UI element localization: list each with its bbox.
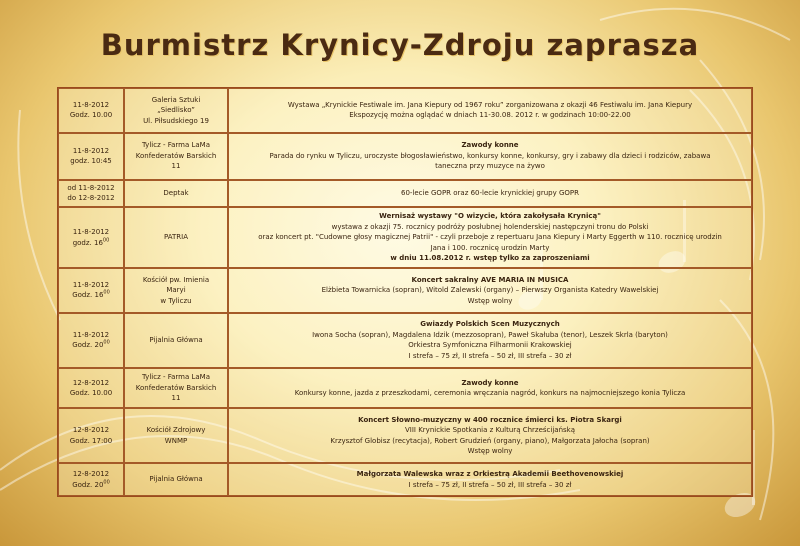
event-place-cell	[124, 207, 228, 268]
event-time-text: Godz. 16	[72, 291, 104, 300]
event-place-line: Konfederatów Barskich	[135, 383, 217, 392]
event-description-cell	[228, 463, 752, 496]
event-headline: Koncert Słowno-muzyczny w 400 rocznice śmierci ks. Piotra Skargi	[358, 415, 622, 424]
event-time-minutes: 00	[103, 290, 110, 297]
event-time-text: do 12-8-2012	[67, 194, 115, 203]
event-row	[58, 88, 752, 133]
event-datetime-cell	[58, 408, 124, 463]
event-time-minutes: 00	[103, 479, 110, 486]
event-place-line: Ul. Piłsudskiego 19	[143, 116, 209, 125]
event-place-line: Kościół pw. Imienia	[142, 275, 210, 284]
event-place-line: 11	[171, 162, 181, 171]
event-place-cell	[124, 133, 228, 180]
event-datetime-cell	[58, 313, 124, 368]
event-headline: Zawody konne	[461, 378, 519, 387]
event-description-line: Jana i 100. rocznicę urodzin Marty	[430, 243, 550, 252]
event-description-cell	[228, 408, 752, 463]
event-datetime-cell	[58, 180, 124, 207]
event-headline: Zawody konne	[461, 141, 519, 150]
event-description-cell	[228, 368, 752, 409]
event-date: 12-8-2012	[72, 426, 110, 435]
event-place-line: Deptak	[163, 189, 189, 198]
event-time-minutes: 00	[102, 237, 110, 244]
event-description-line: Elżbieta Towarnicka (sopran), Witold Zalewski (organy) – Pierwszy Organista Katedry Wawelskiej	[321, 286, 659, 295]
event-date: 12-8-2012	[72, 470, 110, 479]
event-time	[62, 340, 120, 351]
event-time-text: godz. 10:45	[70, 157, 112, 166]
event-description-line: Orkiestra Symfoniczna Filharmonii Krakowskiej	[408, 341, 572, 350]
event-datetime-cell	[58, 88, 124, 133]
event-description-line: Wstęp wolny	[467, 447, 513, 456]
event-row	[58, 268, 752, 313]
event-time	[62, 480, 120, 491]
event-time	[62, 238, 120, 249]
event-description-line: I strefa – 75 zł, II strefa – 50 zł, III strefa – 30 zł	[408, 351, 572, 360]
event-datetime-cell	[58, 133, 124, 180]
event-date: 11-8-2012	[72, 228, 110, 237]
event-headline: Wernisaż wystawy "O wizycie, która zakołysała Krynicą"	[379, 212, 601, 221]
event-description-cell	[228, 313, 752, 368]
event-datetime-cell	[58, 268, 124, 313]
event-description-cell	[228, 207, 752, 268]
event-place-line: Galeria Sztuki	[151, 95, 201, 104]
event-place-line: Pijalnia Główna	[149, 336, 203, 345]
event-date: 11-8-2012	[72, 146, 110, 155]
event-place-line: PATRIA	[163, 233, 188, 242]
event-time-text: Godz. 10.00	[69, 389, 113, 398]
event-row	[58, 180, 752, 207]
event-date: od 11-8-2012	[67, 183, 115, 192]
event-row	[58, 313, 752, 368]
event-description-cell	[228, 180, 752, 207]
event-date: 12-8-2012	[72, 378, 110, 387]
event-place-line: „Siedlisko”	[157, 106, 195, 115]
event-place-line: WNMP	[164, 436, 188, 445]
event-time	[62, 110, 120, 121]
event-date: 11-8-2012	[72, 100, 110, 109]
event-date: 11-8-2012	[72, 330, 110, 339]
event-date: 11-8-2012	[72, 280, 110, 289]
event-place-cell	[124, 463, 228, 496]
event-description-cell	[228, 268, 752, 313]
event-place-line: Pijalnia Główna	[149, 475, 203, 484]
events-table-body	[58, 88, 752, 496]
event-time-minutes: 00	[103, 339, 110, 346]
event-datetime-cell	[58, 207, 124, 268]
event-row	[58, 207, 752, 268]
event-description-line: Wstęp wolny	[467, 296, 513, 305]
events-table	[57, 87, 753, 497]
event-place-cell	[124, 313, 228, 368]
event-time	[62, 388, 120, 399]
event-description-line: VIII Krynickie Spotkania z Kulturą Chrześcijańską	[405, 426, 575, 435]
event-row	[58, 368, 752, 409]
event-time-text: Godz. 20	[72, 341, 104, 350]
event-time-text: Godz. 17:00	[69, 436, 113, 445]
event-description-line: wystawa z okazji 75. rocznicy podróży posłubnej holenderskiej następczyni tronu do Polski	[331, 222, 649, 231]
event-description-line: oraz koncert pt. "Cudowne głosy magicznej Patrii" - czyli przeboje z repertuaru Jana Kiepury i Marty Eggerth w 110. rocznicę urodzin	[258, 233, 722, 242]
event-description-line: Parada do rynku w Tyliczu, uroczyste błogosławieństwo, konkursy konne, konkursy, gry i zabawy dla dzieci i rodziców, zabawa	[269, 151, 711, 160]
event-datetime-cell	[58, 463, 124, 496]
event-description-line: Iwona Socha (sopran), Magdalena Idzik (mezzosopran), Paweł Skałuba (tenor), Leszek Skrla (baryton)	[312, 330, 668, 339]
event-place-cell	[124, 180, 228, 207]
event-time	[62, 436, 120, 447]
event-row	[58, 463, 752, 496]
event-description-line: Ekspozycję można oglądać w dniach 11-30.08. 2012 r. w godzinach 10:00-22.00	[349, 111, 631, 120]
event-headline: Małgorzata Walewska wraz z Orkiestrą Akademii Beethovenowskiej	[356, 470, 624, 479]
event-headline: Gwiazdy Polskich Scen Muzycznych	[420, 320, 560, 329]
page-title: Burmistrz Krynicy-Zdroju zaprasza	[100, 28, 700, 62]
event-time-text: godz. 16	[72, 238, 103, 247]
event-place-cell	[124, 88, 228, 133]
event-description-cell	[228, 133, 752, 180]
event-place-line: 11	[171, 394, 181, 403]
event-headline: Koncert sakralny AVE MARIA IN MUSICA	[411, 275, 569, 284]
event-description-line: Krzysztof Globisz (recytacja), Robert Grudzień (organy, piano), Małgorzata Jałocha (sopran)	[330, 436, 650, 445]
event-time-text: Godz. 20	[72, 480, 104, 489]
event-datetime-cell	[58, 368, 124, 409]
event-place-cell	[124, 268, 228, 313]
event-time	[62, 290, 120, 301]
event-description-line: Konkursy konne, jazda z przeszkodami, ceremonia wręczania nagród, konkurs na najmocniejszego konia Tylicza	[294, 389, 686, 398]
event-row	[58, 408, 752, 463]
event-place-cell	[124, 408, 228, 463]
event-time	[62, 156, 120, 167]
event-place-line: Tylicz - Farma LaMa	[142, 373, 210, 382]
event-place-line: w Tyliczu	[160, 296, 192, 305]
event-description-cell	[228, 88, 752, 133]
event-place-line: Maryi	[166, 286, 186, 295]
event-description-line: taneczna przy muzyce na żywo	[435, 162, 545, 171]
event-row	[58, 133, 752, 180]
event-time-text: Godz. 10.00	[69, 111, 113, 120]
event-description-line: 60-lecie GOPR oraz 60-lecie krynickiej grupy GOPR	[401, 189, 579, 198]
event-place-line: Kościół Zdrojowy	[146, 426, 206, 435]
event-headline: w dniu 11.08.2012 r. wstęp tylko za zaproszeniami	[390, 254, 590, 263]
event-place-cell	[124, 368, 228, 409]
event-place-line: Tylicz - Farma LaMa	[142, 141, 210, 150]
event-description-line: Wystawa „Krynickie Festiwale im. Jana Kiepury od 1967 roku” zorganizowana z okazji 46 Festiwalu im. Jana Kiepury	[287, 100, 693, 109]
event-time	[62, 193, 120, 204]
event-description-line: I strefa – 75 zł, II strefa – 50 zł, III strefa – 30 zł	[408, 480, 572, 489]
event-place-line: Konfederatów Barskich	[135, 151, 217, 160]
